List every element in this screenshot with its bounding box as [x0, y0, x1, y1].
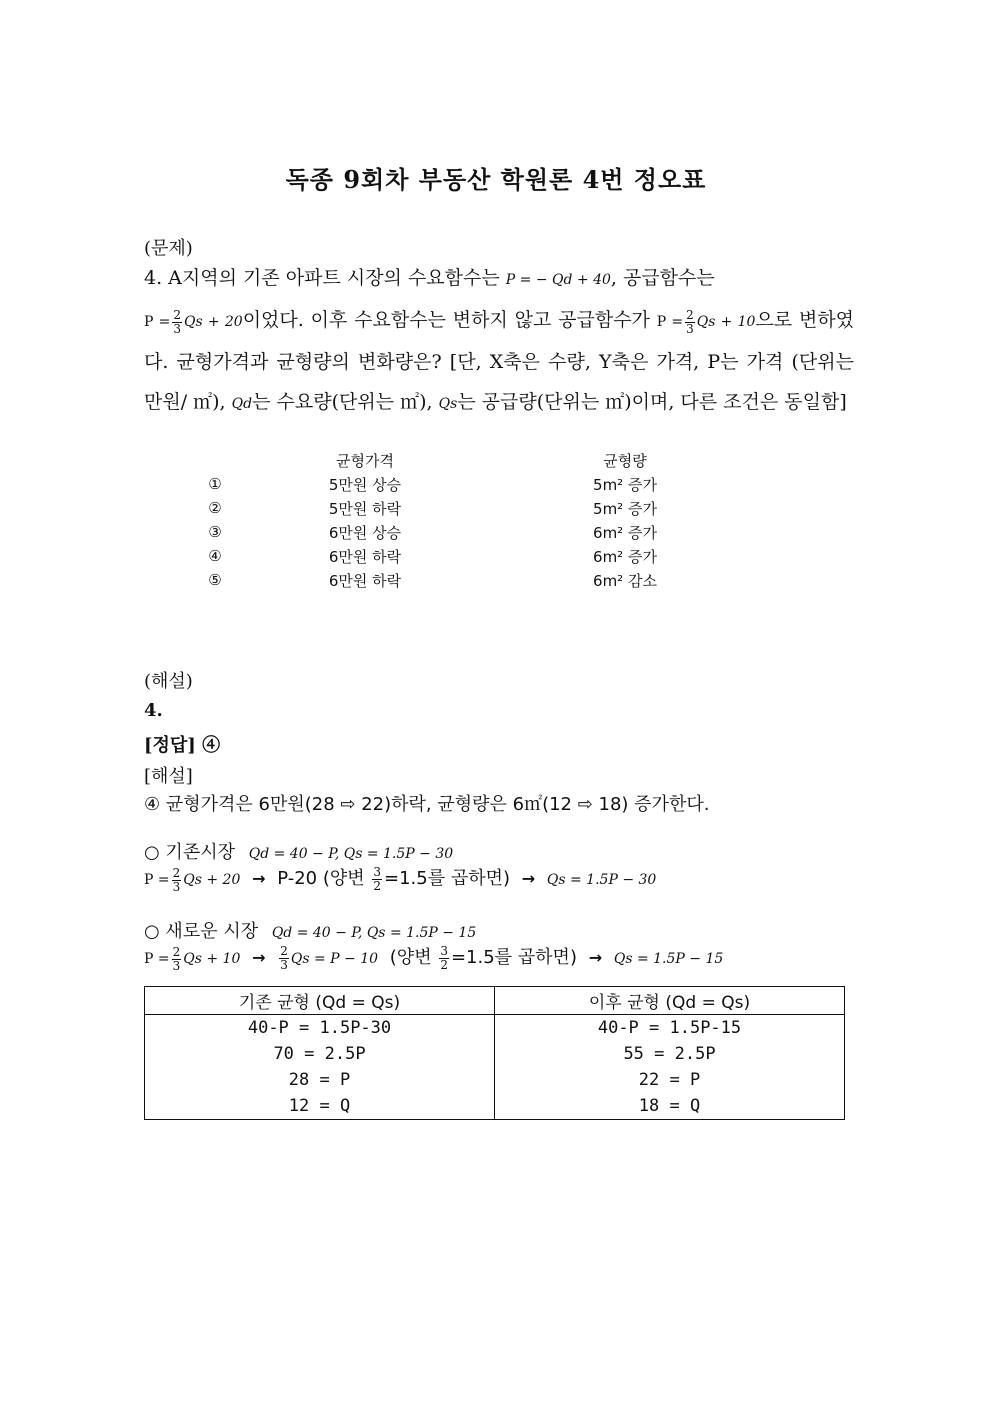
- new-line-mid2: =1.5를 곱하면): [450, 947, 577, 968]
- problem-section-label: (문제): [144, 238, 193, 259]
- qd-symbol: Qd: [231, 396, 253, 412]
- option-quantity: 6m² 감소: [593, 571, 657, 590]
- option-row[interactable]: [195, 568, 755, 592]
- table-cell: 22 = P: [495, 1067, 845, 1093]
- option-number: ④: [208, 547, 222, 565]
- header-old-equilibrium: 기존 균형 (Qd = Qs): [145, 987, 495, 1015]
- option-quantity: 5m² 증가: [593, 499, 657, 518]
- old-result: Qs = 1.5P − 30: [546, 872, 657, 888]
- problem-text: [144, 258, 854, 424]
- option-price: 5만원 상승: [328, 475, 402, 494]
- fraction-2-3: $\frac{2}{3}$: [686, 307, 694, 336]
- table-row: [145, 1067, 845, 1093]
- table-cell: 18 = Q: [495, 1093, 845, 1120]
- problem-text-5: 는 수요량(단위는 ㎡),: [252, 391, 433, 413]
- old-line-mid2: =1.5를 곱하면): [384, 868, 511, 889]
- old-market-equation: Qd = 40 − P, Qs = 1.5P − 30: [248, 846, 454, 862]
- option-number: ①: [208, 475, 222, 493]
- solution-section-label: (해설): [144, 671, 193, 692]
- options-table: [195, 448, 755, 592]
- problem-text-3: 이었다. 이후 수요함수는 변하지 않고 공급함수가: [242, 309, 650, 331]
- option-row[interactable]: [195, 496, 755, 520]
- old-market-label: ○ 기존시장: [144, 842, 235, 863]
- fraction-3-2: $\frac{3}{2}$: [440, 943, 448, 972]
- table-cell: 12 = Q: [145, 1093, 495, 1120]
- new-result: Qs = 1.5P − 15: [613, 951, 724, 967]
- fraction-2-3: $\frac{2}{3}$: [173, 307, 182, 336]
- table-row: [145, 1041, 845, 1067]
- new-supply-function: P = $\frac{2}{3}$ Qs + 10: [144, 944, 241, 973]
- supply-old-function: P = $\frac{2}{3}$ Qs + 20: [144, 307, 243, 336]
- fraction-3-2: $\frac{3}{2}$: [373, 864, 381, 893]
- fraction-2-3: $\frac{2}{3}$: [172, 865, 181, 894]
- options-header-row: [195, 448, 755, 472]
- qs-symbol: Qs: [438, 396, 458, 412]
- option-number: ②: [208, 499, 222, 517]
- header-quantity: 균형량: [603, 451, 647, 470]
- old-derivation-line: [144, 864, 656, 894]
- table-cell: 55 = 2.5P: [495, 1041, 845, 1067]
- new-market-line: [144, 917, 476, 943]
- option-row[interactable]: [195, 472, 755, 496]
- p-eq: P =: [144, 314, 171, 330]
- problem-text-1: 4. A지역의 기존 아파트 시장의 수요함수는: [144, 267, 500, 289]
- arrow-icon: →: [252, 869, 266, 888]
- problem-text-6: 는 공급량(단위는 ㎡)이며, 다른 조건은 동일함]: [457, 391, 847, 413]
- supply-new-function: P = $\frac{2}{3}$ Qs + 10: [656, 307, 756, 336]
- new-market-equation: Qd = 40 − P, Qs = 1.5P − 15: [271, 925, 477, 941]
- page-title: 독종 9회차 부동산 학원론 4번 정오표: [285, 165, 707, 194]
- option-number: ⑤: [208, 571, 222, 589]
- fraction-2-3: $\frac{2}{3}$: [280, 943, 288, 972]
- table-cell: 40-P = 1.5P-15: [495, 1015, 845, 1042]
- old-supply-function: P = $\frac{2}{3}$ Qs + 20: [144, 865, 241, 894]
- explain-label: [해설]: [144, 766, 193, 787]
- option-price: 6만원 하락: [328, 547, 402, 566]
- new-line-rhs: Qs = P − 10: [290, 951, 379, 967]
- old-market-line: [144, 838, 453, 864]
- option-row[interactable]: [195, 520, 755, 544]
- new-line-mid: (양변: [389, 947, 432, 968]
- option-price: 6만원 상승: [328, 523, 402, 542]
- solution-summary: ④ 균형가격은 6만원(28 ⇨ 22)하락, 균형량은 6㎡(12 ⇨ 18) 증가한다.: [144, 794, 710, 815]
- header-new-equilibrium: 이후 균형 (Qd = Qs): [495, 987, 845, 1015]
- option-row[interactable]: [195, 544, 755, 568]
- arrow-icon: →: [252, 948, 266, 967]
- arrow-icon: →: [521, 869, 536, 888]
- demand-function: P = − Qd + 40: [505, 272, 611, 288]
- option-number: ③: [208, 523, 222, 541]
- solution-number: 4.: [144, 700, 163, 721]
- table-cell: 70 = 2.5P: [145, 1041, 495, 1067]
- table-cell: 28 = P: [145, 1067, 495, 1093]
- option-quantity: 6m² 증가: [593, 547, 657, 566]
- table-cell: 40-P = 1.5P-30: [145, 1015, 495, 1042]
- new-market-label: ○ 새로운 시장: [144, 921, 259, 942]
- problem-text-2: , 공급함수는: [610, 267, 715, 289]
- problem-text-4: 으로 변하였다. 균형가격과 균형량의 변화량은? [단, X축은 수량, Y축은 가격, P는 가격 (단위는 만원/ ㎡),: [144, 309, 855, 413]
- new-derivation-line: [144, 943, 723, 973]
- arrow-icon: →: [588, 948, 603, 967]
- old-line-mid: P-20 (양변: [277, 868, 365, 889]
- table-header-row: [145, 987, 845, 1015]
- table-row: [145, 1093, 845, 1120]
- header-price: 균형가격: [336, 451, 394, 470]
- option-quantity: 5m² 증가: [593, 475, 657, 494]
- option-quantity: 6m² 증가: [593, 523, 657, 542]
- equilibrium-table: [144, 986, 845, 1120]
- fraction-2-3: $\frac{2}{3}$: [172, 944, 181, 973]
- table-row: [145, 1015, 845, 1042]
- answer-label: [정답] ④: [144, 735, 221, 756]
- option-price: 6만원 하락: [328, 571, 402, 590]
- option-price: 5만원 하락: [328, 499, 402, 518]
